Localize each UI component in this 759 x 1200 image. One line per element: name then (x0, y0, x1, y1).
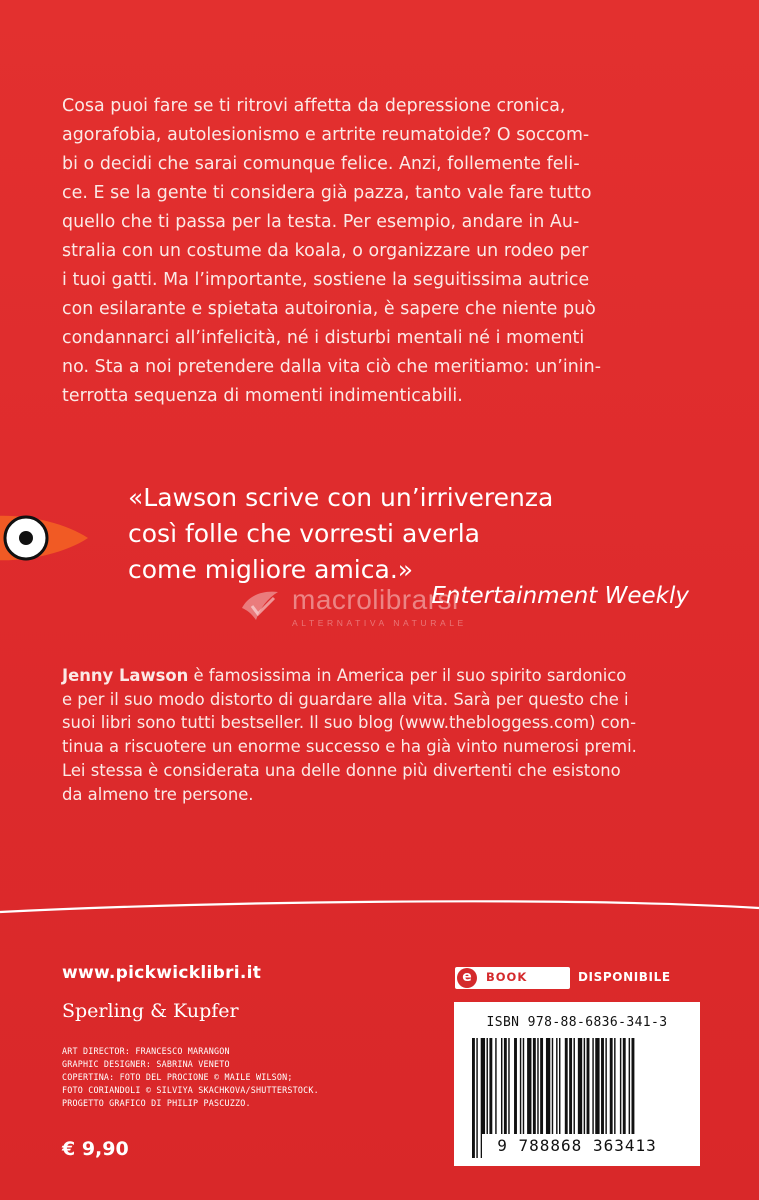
credit-line: COPERTINA: FOTO DEL PROCIONE © MAILE WILSON; (62, 1072, 293, 1082)
blurb-line: con esilarante e spietata autoironia, è sapere che niente può (62, 299, 596, 319)
ebook-availability: DISPONIBILE (578, 970, 671, 984)
ebook-e-icon: e (457, 968, 477, 988)
ebook-label: BOOK (486, 970, 528, 984)
curved-divider (0, 880, 759, 920)
credit-line: ART DIRECTOR: FRANCESCO MARANGON (62, 1046, 230, 1056)
ebook-badge (455, 967, 570, 989)
quote-line: «Lawson scrive con un’irriverenza (128, 483, 554, 512)
watermark-logo-icon (238, 586, 284, 626)
watermark-name: macrolibrarsi (292, 584, 459, 615)
quote-line: come migliore amica.» (128, 555, 414, 584)
credit-line: FOTO CORIANDOLI © SILVIYA SKACHKOVA/SHUTTERSTOCK. (62, 1085, 319, 1095)
blurb-line: ce. E se la gente ti considera già pazza, tanto vale fare tutto (62, 183, 592, 203)
publisher-website: www.pickwicklibri.it (62, 963, 262, 983)
blurb-line: bi o decidi che sarai comunque felice. Anzi, follemente feli- (62, 154, 580, 174)
bio-line (62, 664, 702, 688)
credit-line: PROGETTO GRAFICO DI PHILIP PASCUZZO. (62, 1098, 251, 1108)
bio-line: Lei stessa è considerata una delle donne più divertenti che esistono (62, 760, 621, 780)
press-quote (128, 480, 553, 588)
author-bio (62, 664, 702, 806)
bio-line: tinua a riscuotere un enorme successo e ha già vinto numerosi premi. (62, 737, 637, 757)
blurb-line: terrotta sequenza di momenti indimenticabili. (62, 386, 463, 406)
barcode-box (454, 1002, 700, 1166)
credit-line: GRAPHIC DESIGNER: SABRINA VENETO (62, 1059, 230, 1069)
price: € 9,90 (62, 1138, 129, 1160)
blurb-line: condannarci all’infelicità, né i disturbi mentali né i momenti (62, 328, 585, 348)
eye-illustration-icon (0, 508, 90, 568)
publisher-name: Sperling & Kupfer (62, 1000, 239, 1022)
author-name: Jenny Lawson (62, 666, 189, 685)
blurb-line: stralia con un costume da koala, o organizzare un rodeo per (62, 241, 589, 261)
blurb-line: Cosa puoi fare se ti ritrovi affetta da depressione cronica, (62, 96, 566, 116)
blurb-line: quello che ti passa per la testa. Per esempio, andare in Au- (62, 212, 580, 232)
quote-line: così folle che vorresti averla (128, 519, 480, 548)
isbn-label: ISBN 978-88-6836-341-3 (486, 1015, 668, 1030)
bio-line: da almeno tre persone. (62, 784, 254, 804)
blurb-line: agorafobia, autolesionismo e artrite reumatoide? O soccom- (62, 125, 590, 145)
ean-digits: 9 788868 363413 (497, 1136, 657, 1155)
credits (62, 1045, 319, 1110)
quote-source: Entertainment Weekly (431, 583, 689, 609)
book-blurb (62, 92, 696, 411)
bio-line: suoi libri sono tutti bestseller. Il suo blog (www.thebloggess.com) con- (62, 713, 636, 733)
blurb-line: i tuoi gatti. Ma l’importante, sostiene la seguitissima autrice (62, 270, 590, 290)
watermark-tagline: ALTERNATIVA NATURALE (292, 618, 467, 628)
blurb-line: no. Sta a noi pretendere dalla vita ciò che meritiamo: un’inin- (62, 357, 602, 377)
bio-line-rest: è famosissima in America per il suo spirito sardonico (188, 666, 627, 685)
bio-line: e per il suo modo distorto di guardare alla vita. Sarà per questo che i (62, 689, 629, 709)
